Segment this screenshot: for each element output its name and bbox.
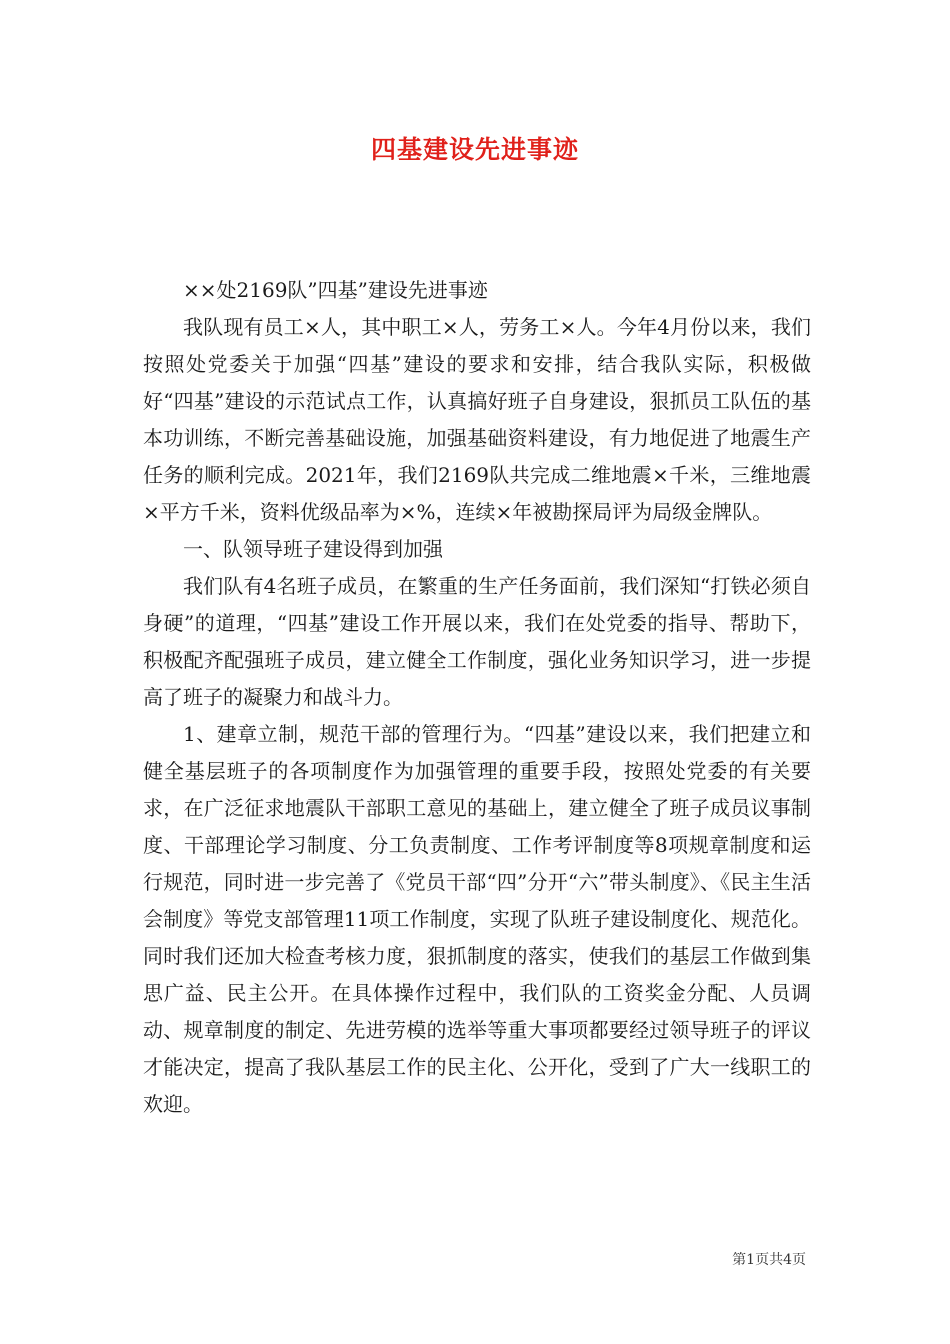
body-paragraph: 1、建章立制，规范干部的管理行为。“四基”建设以来，我们把建立和健全基层班子的各项制度作为加强管理的重要手段，按照处党委的有关要求，在广泛征求地震队干部职工意见的基础上，建立健全了班子成员议事制度、干部理论学习制度、分工负责制度、工作考评制度等8项规章制度和运行规范，同时进一步完善了《党员干部“四”分开“六”带头制度》、《民主生活会制度》等党支部管理11项工作制度，实现了队班子建设制度化、规范化。同时我们还加大检查考核力度，狠抓制度的落实，使我们的基层工作做到集思广益、民主公开。在具体操作过程中，我们队的工资奖金分配、人员调动、规章制度的制定、先进劳模的选举等重大事项都要经过领导班子的评议才能决定，提高了我队基层工作的民主化、公开化，受到了广大一线职工的欢迎。: [143, 722, 811, 1116]
document-title: 四基建设先进事迹: [370, 135, 579, 164]
body-paragraph: 我们队有4名班子成员，在繁重的生产任务面前，我们深知“打铁必须自身硬”的道理，“四基”建设工作开展以来，我们在处党委的指导、帮助下，积极配齐配强班子成员，建立健全工作制度，强化业务知识学习，进一步提高了班子的凝聚力和战斗力。: [143, 574, 811, 709]
subtitle-paragraph: ××处2169队”四基”建设先进事迹: [183, 278, 488, 302]
document-body: [143, 272, 811, 1123]
page-number: 第1页共4页: [732, 1252, 806, 1268]
intro-paragraph: 我队现有员工×人，其中职工×人，劳务工×人。今年4月份以来，我们按照处党委关于加强“四基”建设的要求和安排，结合我队实际，积极做好“四基”建设的示范试点工作，认真搞好班子自身建设，狠抓员工队伍的基本功训练，不断完善基础设施，加强基础资料建设，有力地促进了地震生产任务的顺利完成。2021年，我们2169队共完成二维地震×千米，三维地震×平方千米，资料优级品率为×%，连续×年被勘探局评为局级金牌队。: [143, 315, 811, 524]
section-heading: 一、队领导班子建设得到加强: [183, 537, 443, 561]
